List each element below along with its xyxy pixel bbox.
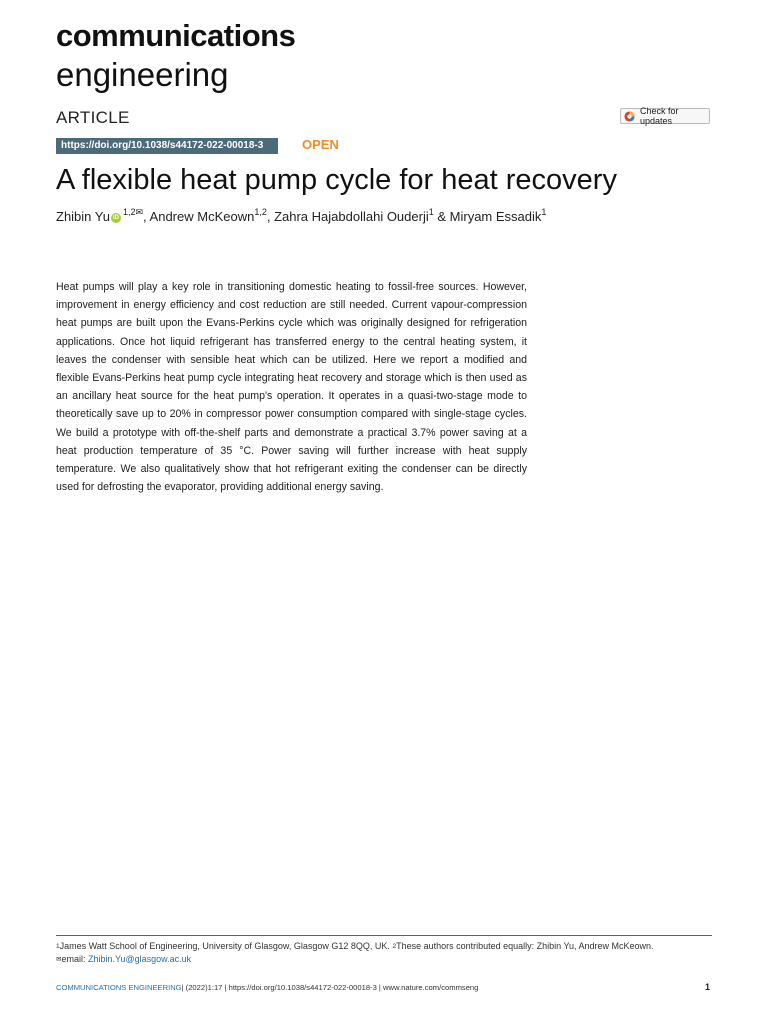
check-for-updates-button[interactable] [620, 108, 710, 124]
author-affiliation: 1 [428, 207, 434, 217]
author-list [56, 209, 546, 224]
footer-journal-link[interactable]: COMMUNICATIONS ENGINEERING [56, 983, 182, 992]
check-updates-icon [624, 111, 635, 122]
author-affiliation: 1 [541, 207, 547, 217]
footnote-envelope-icon: ✉ [56, 956, 62, 963]
footnote-equal-contribution: These authors contributed equally: Zhibin Yu, Andrew McKeown. [396, 941, 654, 951]
running-footer [56, 983, 478, 992]
journal-name-line2: engineering [56, 56, 229, 93]
author-name[interactable]: Zhibin Yu [56, 209, 110, 224]
email-link[interactable]: Zhibin.Yu@glasgow.ac.uk [87, 954, 192, 964]
footnote [56, 940, 712, 966]
doi-link[interactable]: https://doi.org/10.1038/s44172-022-00018-3 [56, 138, 278, 154]
footnote-divider [56, 935, 712, 936]
orcid-icon[interactable]: iD [112, 214, 119, 221]
journal-name-line1: communications [56, 18, 296, 53]
author-name[interactable]: Zahra Hajabdollahi Ouderji [274, 209, 429, 224]
article-type-label: ARTICLE [56, 108, 130, 127]
page-number: 1 [705, 982, 711, 992]
author-separator: , [143, 209, 150, 224]
author-name[interactable]: Miryam Essadik [449, 209, 542, 224]
article-title: A flexible heat pump cycle for heat recovery [56, 164, 617, 196]
check-for-updates-label: Check for updates [640, 106, 679, 126]
footer-citation: | (2022)1:17 | https://doi.org/10.1038/s44172-022-00018-3 | www.nature.com/commseng [181, 983, 479, 992]
author-name[interactable]: Andrew McKeown [149, 209, 255, 224]
abstract-paragraph: Heat pumps will play a key role in transitioning domestic heating to fossil-free sources. However, improvement in energy efficiency and cost reduction are still needed. Current vapour-compression heat pumps are built upon the Evans-Perkins cycle which was originally designed for refrigeration applications. Once hot liquid refrigerant has transferred energy to the central heating system, it leaves the condenser with sensible heat which can be utilized. Here we report a modified and flexible Evans-Perkins heat pump cycle integrating heat recovery and storage which is then used as an ancillary heat source for the heat pump's operation. It operates in a quasi-two-stage mode to theoretically save up to 20% in compressor power consumption compared with single-stage cycles. We build a prototype with off-the-shelf parts and demonstrate a practical 3.7% power saving at a heat production temperature of 35 °C. Power saving will further increase with heat supply temperature. We also qualitatively show that hot refrigerant exiting the condenser can be directly used for defrosting the evaporator, providing additional energy saving. [56, 281, 527, 494]
footnote-equal-mark: 2 [392, 943, 397, 950]
open-access-label: OPEN [302, 137, 339, 152]
author-affiliation: 1,2✉ [122, 207, 144, 217]
author-affiliation: 1,2 [254, 207, 267, 217]
footnote-email-label: email: [61, 954, 88, 964]
author-separator: & [433, 209, 450, 224]
author-separator: , [266, 209, 275, 224]
envelope-icon[interactable]: ✉ [135, 207, 144, 217]
footnote-affiliation-mark: 1 [56, 943, 60, 950]
footnote-affiliation: James Watt School of Engineering, University of Glasgow, Glasgow G12 8QQ, UK. [59, 941, 390, 951]
